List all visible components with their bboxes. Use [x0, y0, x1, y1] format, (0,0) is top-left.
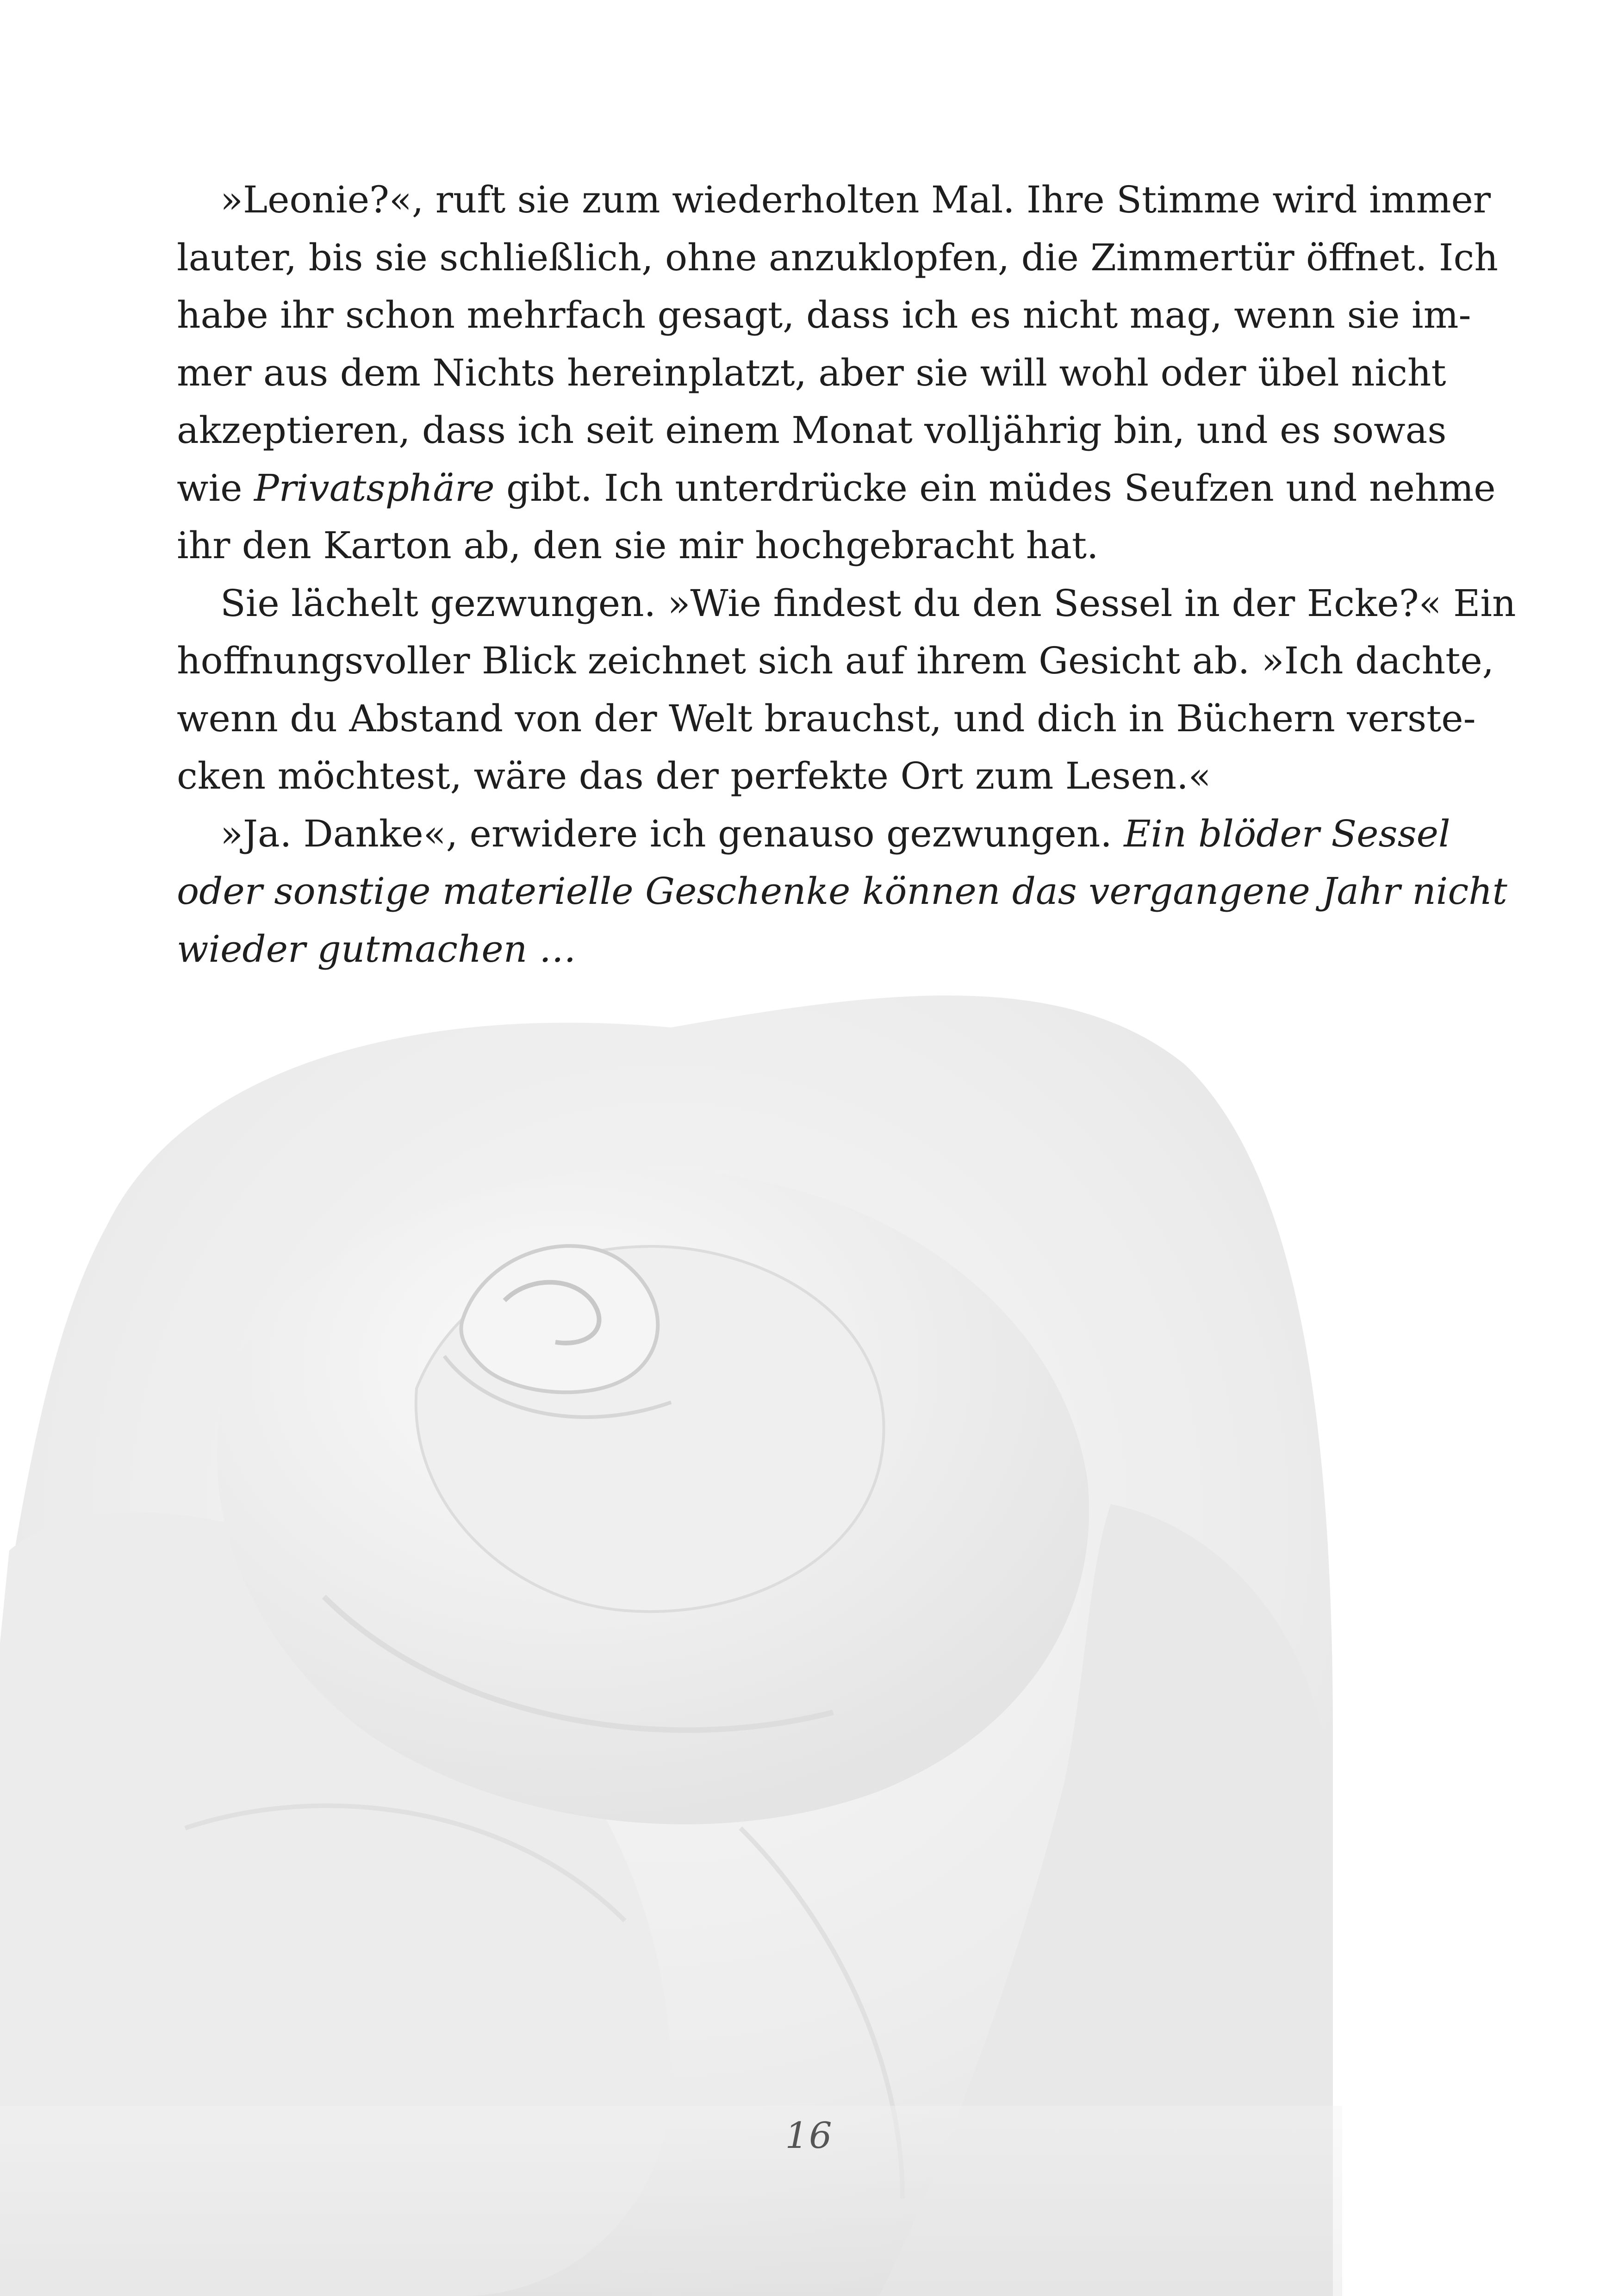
- text-segment: »Ja. Danke«, erwidere ich genauso gezwungen.: [220, 812, 1124, 855]
- text-segment: »Leonie?«, ruft sie zum wiederholten Mal. Ihre Stimme wird immer: [220, 178, 1491, 221]
- white-rose-icon: [0, 949, 1342, 2296]
- text-line: [177, 460, 1496, 517]
- text-segment: wie: [177, 466, 254, 510]
- italic-text: Ein blöder Sessel: [1124, 812, 1450, 855]
- paragraph: [177, 575, 1516, 805]
- body-text: [177, 171, 1516, 978]
- text-segment: Sie lächelt gezwungen. »Wie findest du den Sessel in der Ecke?« Ein: [220, 581, 1516, 625]
- text-segment: gibt. Ich unterdrücke ein müdes Seufzen und nehme: [494, 466, 1496, 510]
- text-segment: ihr den Karton ab, den sie mir hochgebracht hat.: [177, 524, 1099, 567]
- text-line: [177, 863, 1507, 921]
- italic-text: Privatsphäre: [254, 466, 495, 510]
- text-line: [177, 805, 1450, 863]
- text-line: [177, 402, 1447, 460]
- italic-text: wieder gutmachen …: [177, 927, 576, 971]
- text-segment: lauter, bis sie schließlich, ohne anzuklopfen, die Zimmertür öffnet. Ich: [177, 236, 1498, 279]
- text-line: [177, 575, 1516, 633]
- text-segment: wenn du Abstand von der Welt brauchst, und dich in Büchern verste-: [177, 697, 1476, 740]
- text-line: [177, 286, 1471, 344]
- text-segment: mer aus dem Nichts hereinplatzt, aber sie will wohl oder übel nicht: [177, 351, 1446, 394]
- text-line: [177, 921, 1392, 978]
- page-number: 16: [785, 2115, 833, 2157]
- text-line: [177, 747, 1392, 805]
- text-line: [177, 632, 1494, 690]
- paragraph: [177, 171, 1498, 575]
- text-segment: habe ihr schon mehrfach gesagt, dass ich es nicht mag, wenn sie im-: [177, 293, 1471, 336]
- text-line: [177, 171, 1491, 229]
- text-segment: cken möchtest, wäre das der perfekte Ort zum Lesen.«: [177, 754, 1211, 797]
- text-line: [177, 344, 1446, 402]
- paragraph: [177, 805, 1507, 978]
- text-segment: akzeptieren, dass ich seit einem Monat volljährig bin, und es sowas: [177, 409, 1447, 452]
- text-line: [177, 517, 1392, 575]
- italic-text: oder sonstige materielle Geschenke können das vergangene Jahr nicht: [177, 870, 1507, 913]
- text-line: [177, 229, 1498, 287]
- text-segment: hoffnungsvoller Blick zeichnet sich auf ihrem Gesicht ab. »Ich dachte,: [177, 639, 1494, 682]
- text-line: [177, 690, 1476, 748]
